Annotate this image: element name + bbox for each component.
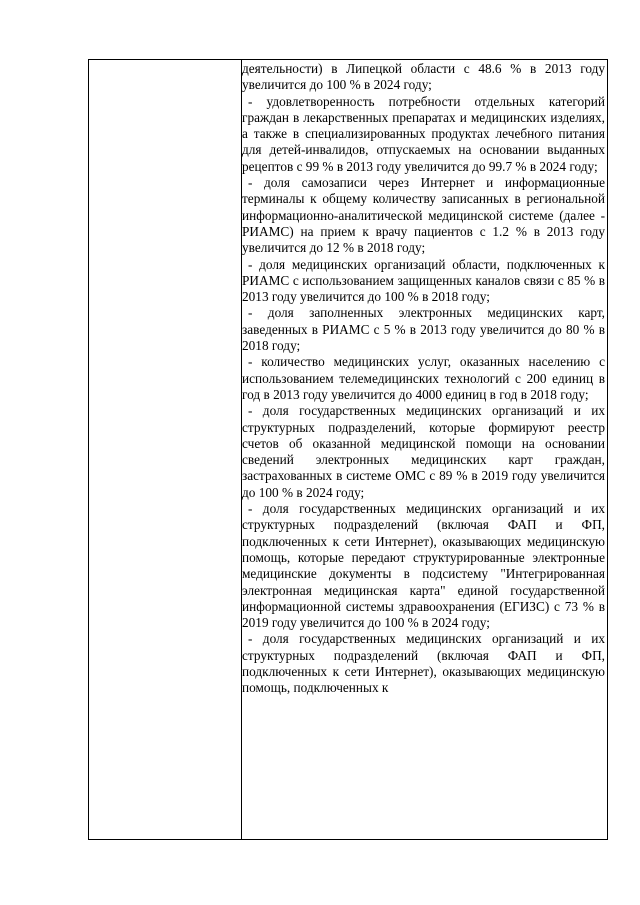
paragraph-item: - доля заполненных электронных медицинских карт, заведенных в РИАМС с 5 % в 2013 году увеличится до 80 % в 2018 году; — [242, 305, 605, 354]
document-table — [88, 59, 608, 840]
paragraph-item: - доля государственных медицинских организаций и их структурных подразделений (включая ФАП и ФП, подключенных к сети Интернет), оказывающих медицинскую помощь, которые передают структурированные электронные медицинские документы в подсистему "Интегрированная электронная медицинская карта" единой государственной информационной системы здравоохранения (ЕГИЗС) с 73 % в 2019 году увеличится до 100 % в 2024 году; — [242, 501, 605, 631]
table-right-cell — [242, 61, 605, 840]
paragraph-item: - доля государственных медицинских организаций и их структурных подразделений, которые формируют реестр счетов об оказанной медицинской помощи на основании сведений электронных медицинских карт граждан, застрахованных в системе ОМС с 89 % в 2019 году увеличится до 100 % в 2024 году; — [242, 403, 605, 500]
table-left-cell — [89, 60, 241, 839]
paragraph-item: - доля самозаписи через Интернет и информационные терминалы к общему количеству записанных в региональной информационно-аналитической медицинской системе (далее - РИАМС) на прием к врачу пациентов с 1.2 % в 2013 году увеличится до 12 % в 2018 году; — [242, 175, 605, 256]
paragraph-item: - удовлетворенность потребности отдельных категорий граждан в лекарственных препаратах и медицинских изделиях, а также в специализированных продуктах лечебного питания для детей-инвалидов, отпускаемых на основании выданных рецептов с 99 % в 2013 году увеличится до 99.7 % в 2024 году; — [242, 93, 605, 174]
paragraph-item: - доля медицинских организаций области, подключенных к РИАМС с использованием защищенных каналов связи с 85 % в 2013 году увеличится до 100 % в 2018 году; — [242, 256, 605, 305]
paragraph-item: - количество медицинских услуг, оказанных населению с использованием телемедицинских технологий с 200 единиц в год в 2013 году увеличится до 4000 единиц в год в 2018 году; — [242, 354, 605, 402]
paragraph-continuation: деятельности) в Липецкой области с 48.6 % в 2013 году увеличится до 100 % в 2024 году; — [242, 61, 605, 93]
paragraph-item: - доля государственных медицинских организаций и их структурных подразделений (включая ФАП и ФП, подключенных к сети Интернет), оказывающих медицинскую помощь, подключенных к — [242, 631, 605, 696]
